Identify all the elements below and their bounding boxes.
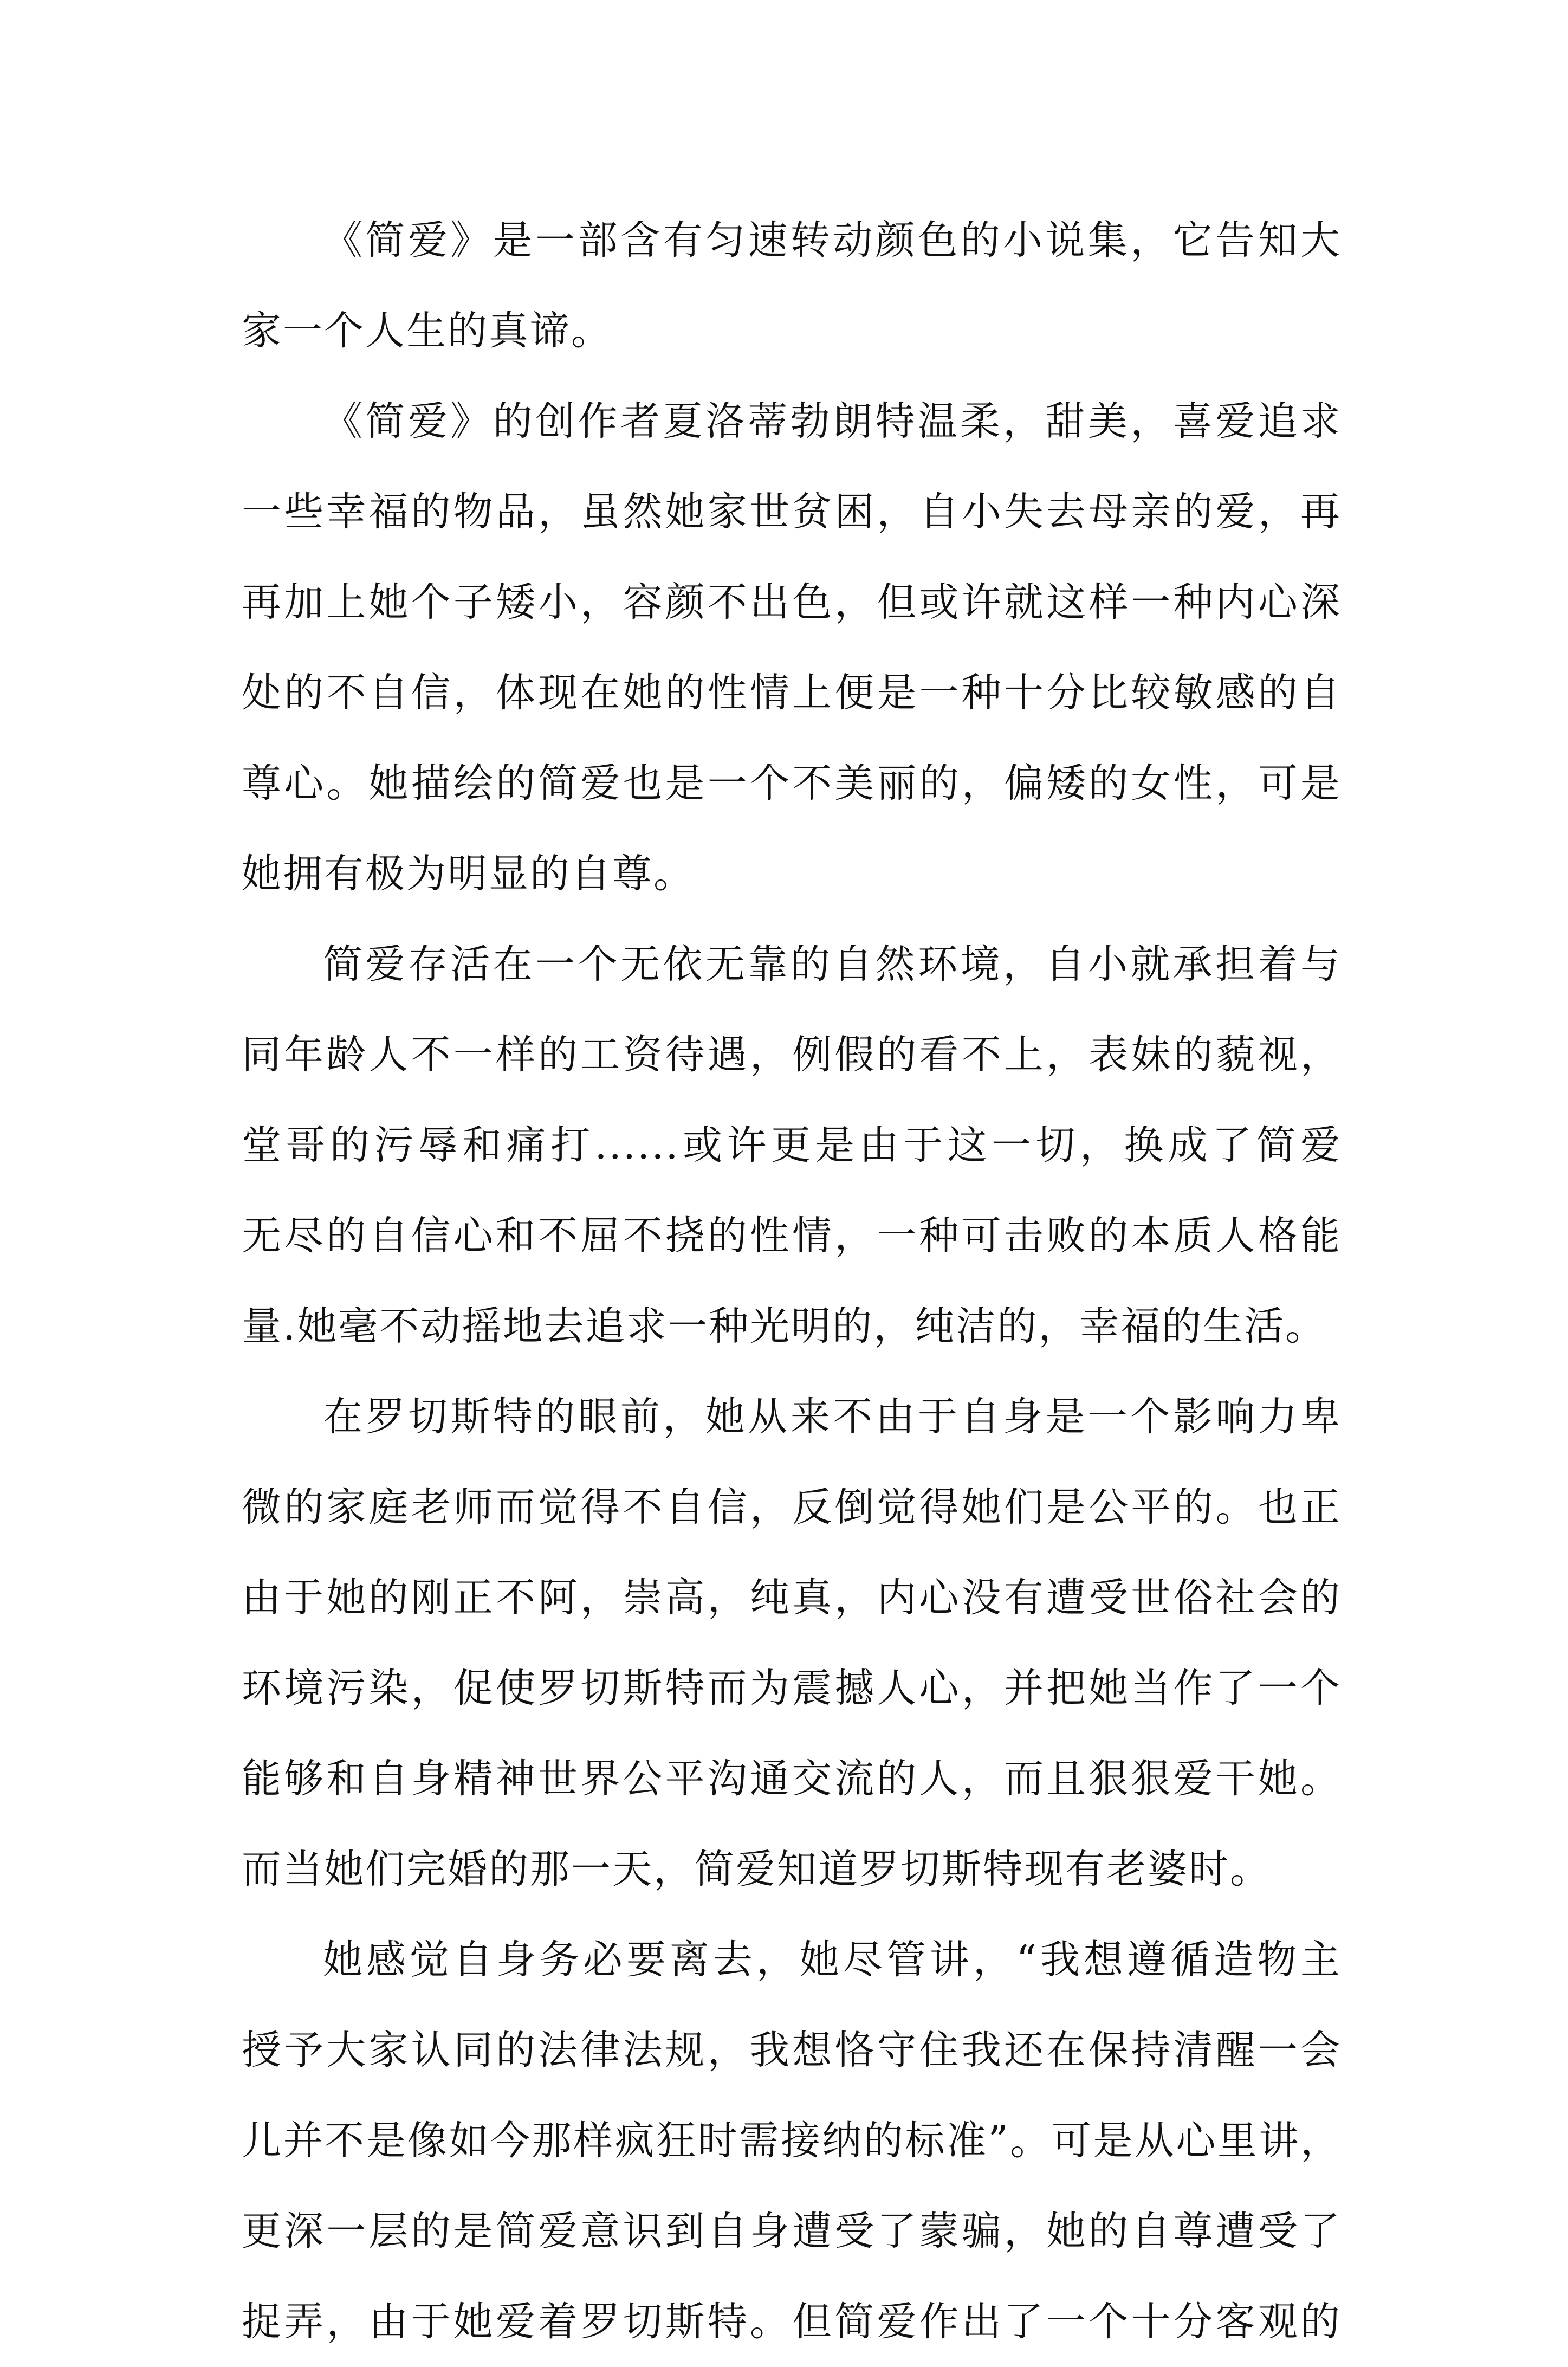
paragraph-4-line-2: 微的家庭老师而觉得不自信，反倒觉得她们是公平的。也正 [242, 1484, 1342, 1530]
paragraph-2-line-2: 一些幸福的物品，虽然她家世贫困，自小失去母亲的爱，再 [242, 489, 1342, 535]
paragraph-5-line-4: 更深一层的是简爱意识到自身遭受了蒙骗，她的自尊遭受了 [242, 2208, 1342, 2254]
paragraph-1-line-2: 家一个人生的真谛。 [242, 308, 612, 354]
paragraph-3-line-4: 无尽的自信心和不屈不挠的性情，一种可击败的本质人格能 [242, 1213, 1342, 1259]
paragraph-5-line-2: 授予大家认同的法律法规，我想恪守住我还在保持清醒一会 [242, 2027, 1342, 2073]
paragraph-1-line-1: 《简爱》是一部含有匀速转动颜色的小说集，它告知大 [323, 217, 1342, 263]
paragraph-2-line-3: 再加上她个子矮小，容颜不出色，但或许就这样一种内心深 [242, 579, 1342, 625]
paragraph-4-line-5: 能够和自身精神世界公平沟通交流的人，而且狠狠爱干她。 [242, 1756, 1342, 1802]
paragraph-2-line-6: 她拥有极为明显的自尊。 [242, 851, 695, 897]
paragraph-2-line-5: 尊心。她描绘的简爱也是一个不美丽的，偏矮的女性，可是 [242, 760, 1342, 806]
paragraph-3-line-5: 量.她毫不动摇地去追求一种光明的，纯洁的，幸福的生活。 [242, 1303, 1327, 1349]
paragraph-5-line-5: 捉弄，由于她爱着罗切斯特。但简爱作出了一个十分客观的 [242, 2299, 1342, 2345]
body-text [242, 195, 1342, 2367]
paragraph-4-line-4: 环境污染，促使罗切斯特而为震撼人心，并把她当作了一个 [242, 1665, 1342, 1711]
paragraph-4-line-6: 而当她们完婚的那一天，简爱知道罗切斯特现有老婆时。 [242, 1846, 1271, 1892]
paragraph-5-line-1: 她感觉自身务必要离去，她尽管讲，“我想遵循造物主 [323, 1937, 1342, 1983]
paragraph-4-line-3: 由于她的刚正不阿，崇高，纯真，内心没有遭受世俗社会的 [242, 1575, 1342, 1621]
paragraph-2-line-1: 《简爱》的创作者夏洛蒂勃朗特温柔，甜美，喜爱追求 [323, 398, 1342, 444]
paragraph-2-line-4: 处的不自信，体现在她的性情上便是一种十分比较敏感的自 [242, 670, 1342, 716]
paragraph-3-line-3: 堂哥的污辱和痛打......或许更是由于这一切，换成了简爱 [242, 1122, 1342, 1168]
paragraph-4-line-1: 在罗切斯特的眼前，她从来不由于自身是一个影响力卑 [323, 1394, 1342, 1440]
paragraph-5-line-3: 儿并不是像如今那样疯狂时需接纳的标准”。可是从心里讲， [242, 2118, 1342, 2164]
paragraph-3-line-1: 简爱存活在一个无依无靠的自然环境，自小就承担着与 [323, 941, 1342, 987]
paragraph-3-line-2: 同年龄人不一样的工资待遇，例假的看不上，表妹的藐视， [242, 1032, 1342, 1078]
